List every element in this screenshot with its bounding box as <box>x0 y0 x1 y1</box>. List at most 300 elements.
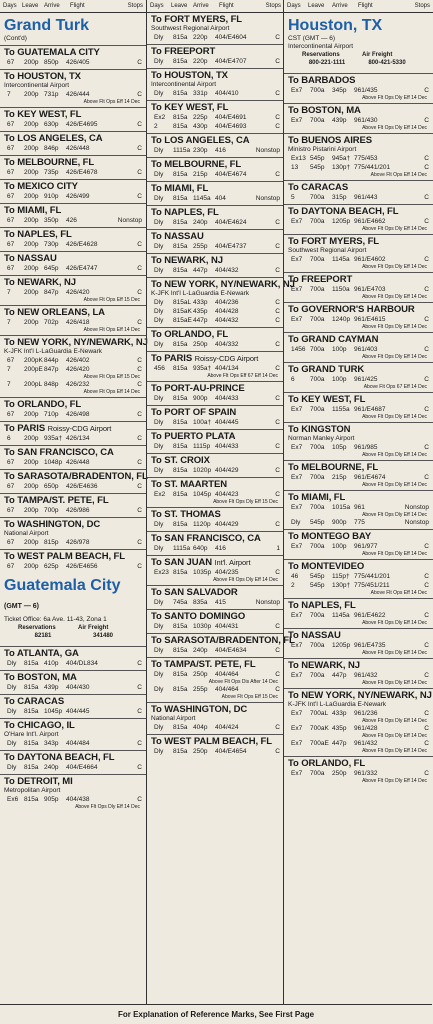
flight-row <box>4 482 142 491</box>
flight-leave: 700a <box>310 672 325 679</box>
flight-leave: 200p <box>24 169 39 176</box>
flight-row <box>151 723 280 732</box>
flight-days: Dly <box>154 671 164 678</box>
flight-stops: C <box>424 316 429 323</box>
destination-name: ORLANDO, FL <box>17 399 82 410</box>
destination-entry <box>147 351 284 381</box>
destination-entry <box>147 477 284 507</box>
flight-number: 404/464 <box>215 671 239 678</box>
flight-row <box>151 598 280 607</box>
flight-days: Dly <box>7 684 17 691</box>
flight-days: Ex7 <box>291 725 303 732</box>
flight-stops: C <box>275 58 280 65</box>
flight-arrive: 945a† <box>332 155 351 162</box>
destination-name: PARIS <box>164 353 193 364</box>
flight-arrive: 700p <box>44 507 59 514</box>
flight-leave: 200p <box>24 91 39 98</box>
flight-days: Ex7 <box>291 117 303 124</box>
flight-days: 1456 <box>291 346 306 353</box>
destination-name: KEY WEST, FL <box>164 102 229 113</box>
flight-number: 404/432 <box>215 267 239 274</box>
flight-arrive: 630p <box>44 121 59 128</box>
flight-arrive: 935a† <box>44 435 63 442</box>
flight-stops: C <box>137 483 142 490</box>
flight-leave: 815a <box>173 90 188 97</box>
destination-title: To FORT MYERS, FL <box>151 14 243 25</box>
flight-leave: 700a <box>310 256 325 263</box>
flight-number: 404/E4654 <box>215 748 247 755</box>
flight-days: 67 <box>7 169 15 176</box>
flight-stops: C <box>275 171 280 178</box>
destination-title: To GUATEMALA CITY <box>4 47 100 58</box>
flight-leave: 200p <box>24 483 39 490</box>
flight-arrive: 255p <box>193 686 208 693</box>
flight-number: 404/332 <box>215 341 239 348</box>
flight-arrive: 848p <box>44 381 59 388</box>
destination-entry <box>147 405 284 429</box>
flight-stops: C <box>137 708 142 715</box>
flight-days: 46 <box>291 573 299 580</box>
flight-arrive: 1205p <box>332 218 351 225</box>
flight-arrive: 240p <box>193 647 208 654</box>
flight-number: 404/430 <box>66 684 90 691</box>
flight-arrive: 1120p <box>193 521 211 528</box>
flight-leave: 200p <box>24 121 39 128</box>
header-flight: Flight <box>219 3 234 9</box>
flight-number: 961/432 <box>354 740 378 747</box>
flight-days: Ex7 <box>291 474 303 481</box>
flight-row <box>4 763 142 772</box>
flight-days: Dly <box>154 647 164 654</box>
flight-stops: C <box>424 612 429 619</box>
flight-row <box>151 418 280 427</box>
reservations-number: 82181 <box>34 633 52 639</box>
flight-number: 416 <box>215 545 226 552</box>
flight-stops: C <box>424 376 429 383</box>
destination-entry <box>0 227 146 251</box>
flight-number: 961/332 <box>354 770 378 777</box>
destination-title: To GOVERNOR'S HARBOUR <box>288 304 415 315</box>
flight-stops: C <box>275 219 280 226</box>
destination-name: SAN FRANCISCO, CA <box>164 533 261 544</box>
flight-stops: C <box>137 59 142 66</box>
flight-row <box>151 568 280 577</box>
destination-name: HOUSTON, TX <box>17 71 81 82</box>
destination-entry <box>147 657 284 702</box>
flight-number: 775/441/201 <box>354 164 391 171</box>
flight-days: Ex23 <box>154 569 169 576</box>
flight-number: 404/424 <box>215 724 239 731</box>
destination-title: To DAYTONA BEACH, FL <box>288 206 399 217</box>
flight-number: 404/484 <box>66 740 90 747</box>
flight-arrive: 240p <box>193 219 208 226</box>
flight-arrive: 439p <box>44 684 59 691</box>
destination-title: To MELBOURNE, FL <box>288 462 379 473</box>
flight-stops: C <box>424 770 429 777</box>
flight-stops: C <box>275 443 280 450</box>
destination-entry <box>147 585 284 609</box>
flight-note: Above Flt Ops Eff 15 Dec <box>83 374 140 380</box>
flight-row <box>288 739 429 748</box>
destination-name: ORLANDO, FL <box>164 329 229 340</box>
destination-title: To DETROIT, MI <box>4 776 73 787</box>
air-freight-number: 800-421-5330 <box>368 60 406 66</box>
flight-leave: 815a <box>173 395 188 402</box>
flight-leave: 200p <box>24 241 39 248</box>
destination-airport: Int'l. Airport <box>214 558 251 567</box>
destination-title: To BOSTON, MA <box>288 105 361 116</box>
header-days: Days <box>3 3 17 9</box>
flight-leave: 700a <box>310 474 325 481</box>
flight-arrive: 1030p <box>193 623 212 630</box>
air-freight-number: 341480 <box>92 633 114 639</box>
origin-city-heading <box>0 573 146 616</box>
flight-arrive: 215p <box>332 474 347 481</box>
destination-name: SARASOTA/BRADENTON, FL <box>17 471 148 482</box>
destination-title: To TAMPA/ST. PETE, FL <box>4 495 109 506</box>
flight-note: Above Flt Ops Eff 14 Dec <box>83 327 140 333</box>
flight-stops: C <box>137 265 142 272</box>
flight-leave: 815a <box>173 724 188 731</box>
flight-arrive: 844p <box>44 357 59 364</box>
flight-stops: C <box>275 724 280 731</box>
flight-stops: C <box>275 341 280 348</box>
flight-arrive: 935a† <box>193 365 212 372</box>
destination-entry <box>147 229 284 253</box>
flight-number: 961 <box>354 504 365 511</box>
timetable-column-2 <box>146 0 295 1004</box>
destination-airport: Roissy-CDG Airport <box>194 354 259 363</box>
flight-leave: 700a <box>310 117 325 124</box>
flight-leave: 700a <box>310 194 325 201</box>
flight-days: Ex7 <box>291 642 303 649</box>
flight-leave: 700a <box>310 444 325 451</box>
destination-entry <box>147 277 295 327</box>
flight-row <box>151 194 280 203</box>
flight-stops: C <box>137 319 142 326</box>
flight-number: 426/E4678 <box>66 169 98 176</box>
header-days: Days <box>150 3 164 9</box>
flight-leave: 815a <box>173 419 188 426</box>
flight-note: Above Flt Ops Dly Eff 14 Dec <box>75 804 140 810</box>
flight-days: 5 <box>291 194 295 201</box>
flight-row <box>4 562 142 571</box>
destination-name: PARIS <box>17 423 46 434</box>
flight-days: Ex7 <box>291 406 303 413</box>
flight-stops: C <box>424 218 429 225</box>
flight-days: Dly <box>154 267 164 274</box>
flight-days: Ex6 <box>7 796 19 803</box>
flight-days: Dly <box>154 545 164 552</box>
flight-row <box>288 154 429 163</box>
flight-number: 961/E4735 <box>354 642 386 649</box>
flight-arrive: 439p <box>332 117 347 124</box>
destination-name: MEXICO CITY <box>17 181 78 192</box>
flight-leave: 200p <box>24 59 39 66</box>
flight-row <box>4 264 142 273</box>
flight-days: 67 <box>7 145 15 152</box>
destination-name: ST. CROIX <box>164 455 210 466</box>
flight-number: 961/E4615 <box>354 316 386 323</box>
destination-airport: Southwest Regional Airport <box>151 25 230 32</box>
destination-title: To MEXICO CITY <box>4 181 78 192</box>
air-freight-label: Air Freight <box>78 625 109 631</box>
destination-title: To NAPLES, FL <box>4 229 72 240</box>
flight-stops: C <box>275 686 280 693</box>
flight-leave: 700a <box>310 346 325 353</box>
origin-city-info-line: Intercontinental Airport <box>288 43 354 50</box>
destination-entry <box>147 253 284 277</box>
destination-entry <box>284 103 433 133</box>
destination-name: LOS ANGELES, CA <box>17 133 103 144</box>
flight-days: Dly <box>154 419 164 426</box>
header-arrive: Arrive <box>44 3 60 9</box>
destination-title: To PORT OF SPAIN <box>151 407 237 418</box>
flight-note: Above Flt Ops Dly Eff 14 Dec <box>362 650 427 656</box>
flight-arrive: 730p <box>44 241 59 248</box>
destination-title: To ST. CROIX <box>151 455 210 466</box>
flight-leave: 700a <box>310 406 325 413</box>
destination-airport: Southwest Regional Airport <box>288 247 367 254</box>
flight-row <box>288 581 429 590</box>
flight-arrive: 350p <box>44 217 59 224</box>
flight-number: 404/E4624 <box>215 219 247 226</box>
flight-row <box>4 318 142 327</box>
flight-stops: C <box>424 672 429 679</box>
flight-leave: 200p <box>24 563 39 570</box>
flight-row <box>151 146 280 155</box>
flight-leave: 815a <box>173 491 188 498</box>
flight-leave: 815a <box>173 748 188 755</box>
destination-title: To SARASOTA/BRADENTON, FL <box>4 471 148 482</box>
destination-title: To DAYTONA BEACH, FL <box>4 752 115 763</box>
destination-name: NASSAU <box>17 253 57 264</box>
destination-title: To MELBOURNE, FL <box>151 159 242 170</box>
timetable-column-1 <box>0 0 146 1004</box>
flight-row <box>4 659 142 668</box>
flight-row <box>4 365 142 374</box>
header-arrive: Arrive <box>332 3 348 9</box>
flight-row <box>151 520 280 529</box>
flight-days: 67 <box>7 507 15 514</box>
flight-arrive: 345p <box>332 87 347 94</box>
flight-row <box>4 90 142 99</box>
flight-number: 961/985 <box>354 444 378 451</box>
flight-number: 961/E4602 <box>354 256 386 263</box>
flight-days: Dly <box>154 317 164 324</box>
flight-note: Above Flt Ops Dly Eff 15 Dec <box>213 499 278 505</box>
flight-number: 426/E4695 <box>66 121 98 128</box>
flight-number: 404/429 <box>215 521 239 528</box>
flight-note: Above Flt Ops Dly Eff 14 Dec <box>362 482 427 488</box>
flight-number: 404/432 <box>215 317 239 324</box>
flight-stops: C <box>137 193 142 200</box>
flight-days: 67 <box>7 217 15 224</box>
destination-entry <box>147 609 284 633</box>
flight-days: Dly <box>154 395 164 402</box>
destination-title: To NEW YORK, NY/NEWARK, NJ <box>151 279 295 290</box>
flight-leave: 815a <box>24 764 39 771</box>
flight-arrive: 850p <box>44 59 59 66</box>
flight-leave: 700a <box>310 286 325 293</box>
flight-stops: C <box>275 623 280 630</box>
flight-number: 426/E4747 <box>66 265 98 272</box>
destination-name: WEST PALM BEACH, FL <box>164 736 272 747</box>
flight-leave: 700a <box>310 316 325 323</box>
destination-entry <box>147 157 284 181</box>
destination-name: CHICAGO, IL <box>17 720 75 731</box>
flight-arrive: 731p <box>44 91 59 98</box>
column-header <box>0 0 146 13</box>
destination-entry <box>147 531 284 555</box>
flight-days: Dly <box>154 521 164 528</box>
destination-title: To NEWARK, NJ <box>288 660 360 671</box>
destination-name: KEY WEST, FL <box>301 394 366 405</box>
flight-leave: 815a <box>173 219 188 226</box>
destination-title: To MONTEGO BAY <box>288 531 372 542</box>
flight-number: 775/441/201 <box>354 573 391 580</box>
destination-name: KEY WEST, FL <box>17 109 82 120</box>
destination-name: LOS ANGELES, CA <box>164 135 250 146</box>
flight-stops: C <box>424 346 429 353</box>
flight-leave: 700a <box>310 612 325 619</box>
flight-arrive: 1145a <box>332 256 350 263</box>
flight-days: Ex13 <box>291 155 306 162</box>
flight-row <box>288 709 429 718</box>
origin-city-heading <box>284 13 433 35</box>
flight-stops: C <box>424 164 429 171</box>
flight-note: Above Flt Ops Dly Eff 14 Dec <box>362 680 427 686</box>
flight-arrive: 130p† <box>332 582 351 589</box>
flight-arrive: 447p <box>332 740 347 747</box>
flight-days: Ex7 <box>291 612 303 619</box>
flight-days: Dly <box>154 90 164 97</box>
flight-stops: Nonstop <box>404 504 429 511</box>
flight-stops: C <box>137 660 142 667</box>
flight-arrive: 1145a <box>332 612 350 619</box>
destination-airport: Intercontinental Airport <box>4 82 70 89</box>
destination-name: NEWARK, NJ <box>164 255 223 266</box>
flight-row <box>4 120 142 129</box>
flight-number: 426/448 <box>66 145 90 152</box>
flight-arrive: 100p <box>332 376 347 383</box>
flight-number: 404/E4707 <box>215 58 247 65</box>
destination-entry <box>0 179 146 203</box>
destination-entry <box>0 45 146 69</box>
destination-name: MIAMI, FL <box>301 492 346 503</box>
flight-arrive: 447p <box>193 267 208 274</box>
destination-title: To PARIS Roissy-CDG Airport <box>4 423 112 434</box>
flight-days: Ex7 <box>291 543 303 550</box>
flight-leave: 545p <box>310 582 325 589</box>
flight-leave: 700a <box>310 218 325 225</box>
flight-row <box>288 375 429 384</box>
flight-stops: C <box>424 406 429 413</box>
flight-stops: C <box>275 365 280 372</box>
origin-city-heading <box>0 13 146 35</box>
flight-row <box>288 724 429 733</box>
destination-entry <box>147 453 284 477</box>
destination-title: To GRAND CAYMAN <box>288 334 379 345</box>
destination-title: To ST. MAARTEN <box>151 479 228 490</box>
flight-row <box>4 707 142 716</box>
destination-entry <box>0 718 146 750</box>
flight-leave: 815a <box>173 195 188 202</box>
flight-row <box>151 544 280 553</box>
flight-row <box>151 466 280 475</box>
origin-city-gmt: (GMT — 6) <box>4 603 39 610</box>
destination-entry <box>0 107 146 131</box>
flight-number: 404/445 <box>66 708 90 715</box>
flight-arrive: 250p <box>193 671 208 678</box>
flight-leave: 545p <box>310 164 325 171</box>
column-header <box>284 0 433 13</box>
flight-arrive: 1240p <box>332 316 351 323</box>
destination-entry <box>147 181 284 205</box>
destination-name: KINGSTON <box>301 424 351 435</box>
destination-entry <box>0 549 146 573</box>
flight-stops: C <box>424 582 429 589</box>
flight-row <box>288 86 429 95</box>
destination-entry <box>147 44 284 68</box>
column-body <box>147 13 295 758</box>
flight-row <box>288 769 429 778</box>
flight-stops: C <box>275 647 280 654</box>
flight-arrive: 250p <box>193 341 208 348</box>
flight-days: Dly <box>154 748 164 755</box>
flight-leave: 815a <box>173 171 188 178</box>
flight-days: 7 <box>7 289 11 296</box>
flight-days: Dly <box>154 299 164 306</box>
flight-stops: C <box>137 91 142 98</box>
destination-name: NEW YORK, NY/NEWARK, NJ <box>17 337 148 348</box>
flight-number: 426/405 <box>66 59 90 66</box>
flight-arrive: 331p <box>193 90 208 97</box>
flight-leave: 815aL <box>173 299 192 306</box>
destination-entry <box>0 421 146 445</box>
flight-row <box>288 611 429 620</box>
destination-entry <box>284 422 433 460</box>
flight-arrive: 430p <box>193 123 208 130</box>
flight-leave: 815a <box>24 684 39 691</box>
flight-leave: 815a <box>173 341 188 348</box>
destination-name: ORLANDO, FL <box>301 758 366 769</box>
destination-name: BOSTON, MA <box>301 105 361 116</box>
flight-row <box>151 33 280 42</box>
flight-days: 67 <box>7 241 15 248</box>
flight-stops: C <box>275 748 280 755</box>
destination-entry <box>284 73 433 103</box>
destination-entry <box>284 529 433 559</box>
flight-row <box>151 340 280 349</box>
destination-name: ST. THOMAS <box>164 509 221 520</box>
flight-leave: 545p <box>310 573 325 580</box>
flight-leave: 200p <box>24 435 39 442</box>
flight-leave: 700a <box>310 642 325 649</box>
flight-stops: C <box>275 90 280 97</box>
flight-days: Dly <box>7 660 17 667</box>
flight-stops: C <box>275 317 280 324</box>
flight-row <box>288 217 429 226</box>
destination-title: To TAMPA/ST. PETE, FL <box>151 659 256 670</box>
flight-note: Above Flt Ops Dly Eff 14 Dec <box>362 264 427 270</box>
flight-leave: 200p <box>24 289 39 296</box>
flight-arrive: 250p <box>332 770 347 777</box>
flight-row <box>288 572 429 581</box>
flight-stops: C <box>275 395 280 402</box>
flight-row <box>288 315 429 324</box>
destination-entry <box>0 469 146 493</box>
